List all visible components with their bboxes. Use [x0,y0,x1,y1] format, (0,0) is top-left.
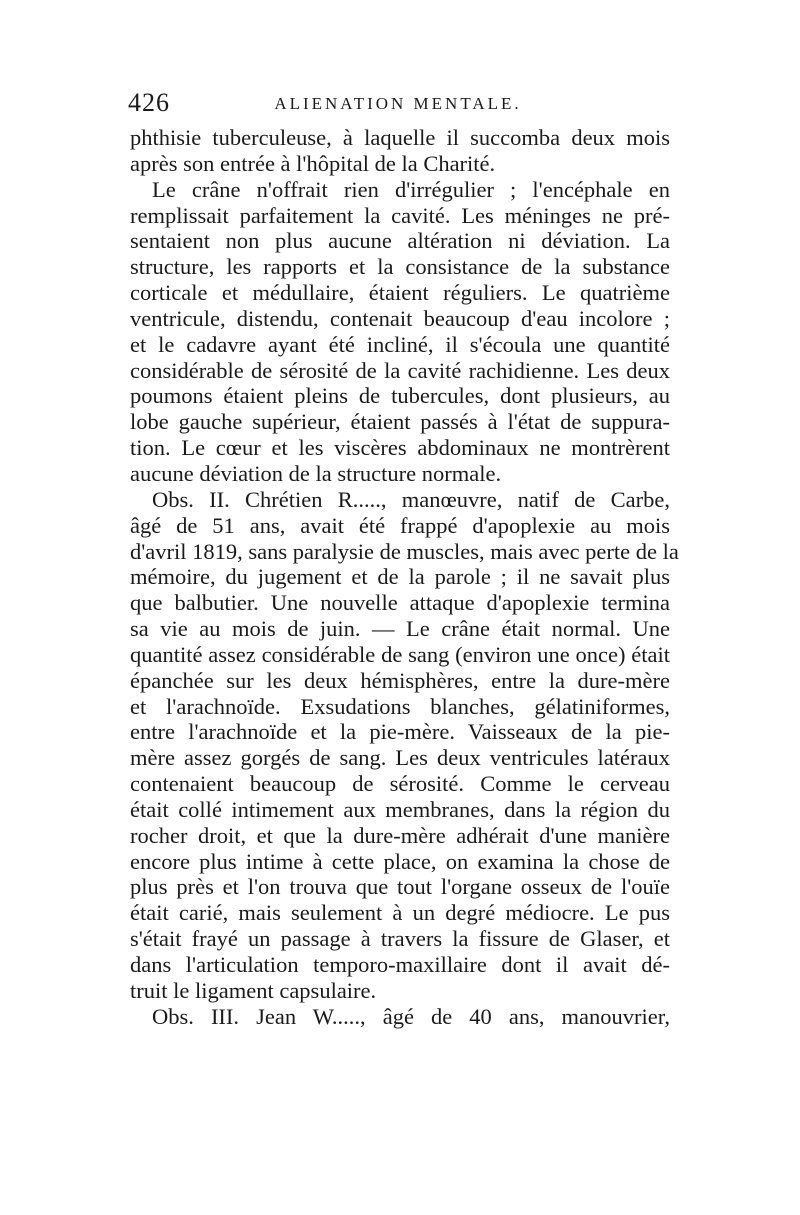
text-line: Le crâne n'offrait rien d'irrégulier ; l'encéphale en [152,176,670,202]
text-line: s'était frayé un passage à travers la fissure de Glaser, et [130,926,670,952]
text-line: mémoire, du jugement et de la parole ; il ne savait plus [130,564,670,590]
text-line: plus près et l'on trouva que tout l'organe osseux de l'ouïe [130,874,670,900]
text-line: et le cadavre ayant été incliné, il s'écoula une quantité [130,331,670,357]
text-line: était carié, mais seulement à un degré médiocre. Le pus [130,900,670,926]
text-line: après son entrée à l'hôpital de la Charité. [130,150,496,176]
page-header [128,88,668,118]
text-line: truit le ligament capsulaire. [130,977,377,1003]
text-line: Obs. III. Jean W....., âgé de 40 ans, manouvrier, [152,1003,670,1029]
body-text [130,125,679,1030]
text-line: remplissait parfaitement la cavité. Les méninges ne pré- [130,202,670,228]
text-line: entre l'arachnoïde et la pie-mère. Vaisseaux de la pie- [130,719,670,745]
page-number: 426 [128,88,170,117]
text-line: structure, les rapports et la consistance de la substance [130,254,670,280]
running-title: ALIENATION MENTALE. [274,94,522,113]
text-line: aucune déviation de la structure normale. [130,460,502,486]
text-line: encore plus intime à cette place, on examina la chose de [130,848,670,874]
text-line: rocher droit, et que la dure-mère adhérait d'une manière [130,822,670,848]
text-line: lobe gauche supérieur, étaient passés à l'état de suppura- [130,409,670,435]
text-line: corticale et médullaire, étaient réguliers. Le quatrième [130,280,670,306]
text-line: quantité assez considérable de sang (environ une once) était [130,641,670,667]
text-line: contenaient beaucoup de sérosité. Comme le cerveau [130,771,670,797]
text-line: ventricule, distendu, contenait beaucoup d'eau incolore ; [130,305,670,331]
text-line: considérable de sérosité de la cavité rachidienne. Les deux [130,357,670,383]
text-line: Obs. II. Chrétien R....., manœuvre, natif de Carbe, [152,486,670,512]
text-line: tion. Le cœur et les viscères abdominaux ne montrèrent [130,435,670,461]
text-line: mère assez gorgés de sang. Les deux ventricules latéraux [130,745,670,771]
text-line: d'avril 1819, sans paralysie de muscles, mais avec perte de la [130,538,679,564]
text-line: phthisie tuberculeuse, à laquelle il succomba deux mois [130,125,670,150]
text-line: et l'arachnoïde. Exsudations blanches, gélatiniformes, [130,693,670,719]
text-line: âgé de 51 ans, avait été frappé d'apoplexie au mois [130,512,670,538]
text-line: poumons étaient pleins de tubercules, dont plusieurs, au [130,383,670,409]
text-line: dans l'articulation temporo-maxillaire dont il avait dé- [130,952,670,977]
text-line: que balbutier. Une nouvelle attaque d'apoplexie termina [130,590,670,616]
text-line: sa vie au mois de juin. — Le crâne était normal. Une [130,616,670,642]
text-line: était collé intimement aux membranes, dans la région du [130,796,670,822]
text-line: épanchée sur les deux hémisphères, entre la dure-mère [130,667,670,693]
text-line: sentaient non plus aucune altération ni déviation. La [130,228,670,254]
